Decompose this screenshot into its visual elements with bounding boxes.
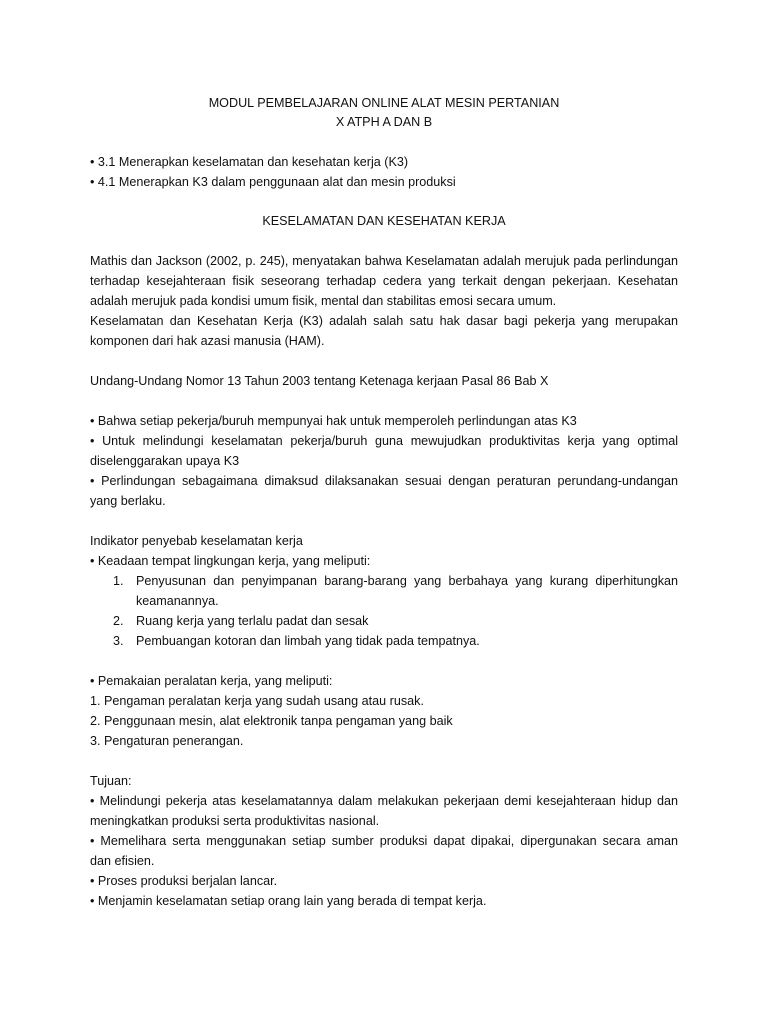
list-item: keamanannya.	[136, 594, 219, 608]
competency-item: • 4.1 Menerapkan K3 dalam penggunaan alat dan mesin produksi	[90, 175, 456, 189]
list-number: 2.	[113, 614, 124, 628]
equipment-item: 1. Pengaman peralatan kerja yang sudah usang atau rusak.	[90, 694, 424, 708]
list-number: 3.	[113, 634, 124, 648]
intro-line: adalah merujuk pada kondisi umum fisik, mental dan stabilitas emosi secara umum.	[90, 294, 557, 308]
law-point: diselenggarakan upaya K3	[90, 454, 240, 468]
intro-line: Keselamatan dan Kesehatan Kerja (K3) adalah salah satu hak dasar bagi pekerja yang merupakan	[90, 314, 678, 328]
goals-heading: Tujuan:	[90, 774, 132, 788]
law-point: yang berlaku.	[90, 494, 166, 508]
module-title: MODUL PEMBELAJARAN ONLINE ALAT MESIN PERTANIAN	[208, 96, 560, 110]
equipment-item: 2. Penggunaan mesin, alat elektronik tanpa pengaman yang baik	[90, 714, 453, 728]
equipment-item: 3. Pengaturan penerangan.	[90, 734, 244, 748]
goal-line: • Menjamin keselamatan setiap orang lain yang berada di tempat kerja.	[90, 894, 487, 908]
goal-line: • Proses produksi berjalan lancar.	[90, 874, 278, 888]
equipment-heading: • Pemakaian peralatan kerja, yang meliputi:	[90, 674, 333, 688]
indicator-heading: Indikator penyebab keselamatan kerja	[90, 534, 303, 548]
competency-item: • 3.1 Menerapkan keselamatan dan kesehatan kerja (K3)	[90, 155, 409, 169]
list-item: Penyusunan dan penyimpanan barang-barang yang berbahaya yang kurang diperhitungkan	[136, 574, 678, 588]
list-number: 1.	[113, 574, 124, 588]
intro-line: Mathis dan Jackson (2002, p. 245), menyatakan bahwa Keselamatan adalah merujuk pada perlindungan	[90, 254, 678, 268]
intro-line: komponen dari hak azasi manusia (HAM).	[90, 334, 325, 348]
intro-line: terhadap kesejahteraan fisik seseorang terhadap cedera yang terkait dengan pekerjaan. Kesehatan	[90, 274, 678, 288]
goal-line: • Memelihara serta menggunakan setiap sumber produksi dapat dipakai, dipergunakan secara aman	[90, 834, 678, 848]
goal-line: meningkatkan produksi serta produktivitas nasional.	[90, 814, 380, 828]
environment-heading: • Keadaan tempat lingkungan kerja, yang meliputi:	[90, 554, 371, 568]
law-heading: Undang-Undang Nomor 13 Tahun 2003 tentang Ketenaga kerjaan Pasal 86 Bab X	[90, 374, 549, 388]
law-point: • Untuk melindungi keselamatan pekerja/buruh guna mewujudkan produktivitas kerja yang optimal	[90, 434, 678, 448]
section-heading: KESELAMATAN DAN KESEHATAN KERJA	[262, 214, 506, 228]
list-item: Pembuangan kotoran dan limbah yang tidak pada tempatnya.	[136, 634, 480, 648]
goal-line: • Melindungi pekerja atas keselamatannya dalam melakukan pekerjaan demi kesejahteraan hidup dan	[90, 794, 678, 808]
goal-line: dan efisien.	[90, 854, 155, 868]
module-class: X ATPH A DAN B	[335, 115, 433, 129]
law-point: • Bahwa setiap pekerja/buruh mempunyai hak untuk memperoleh perlindungan atas K3	[90, 414, 577, 428]
list-item: Ruang kerja yang terlalu padat dan sesak	[136, 614, 369, 628]
law-point: • Perlindungan sebagaimana dimaksud dilaksanakan sesuai dengan peraturan perundang-undangan	[90, 474, 678, 488]
